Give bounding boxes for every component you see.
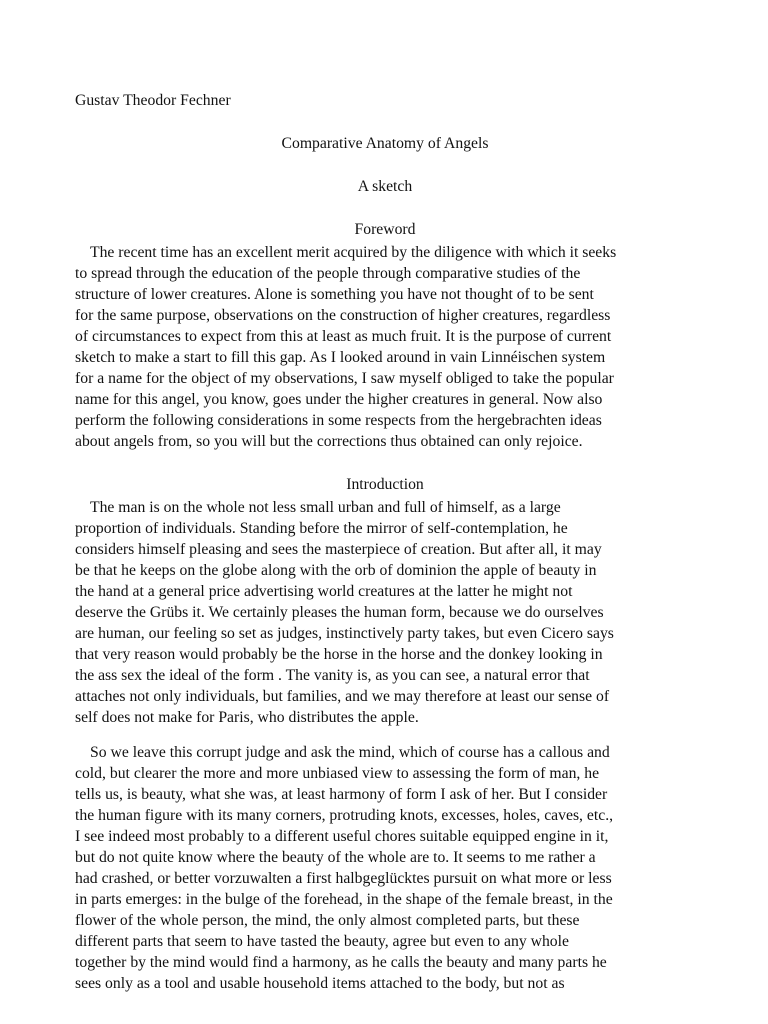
section-heading-introduction: Introduction bbox=[346, 476, 424, 493]
text-line: together by the mind would find a harmony, as he calls the beauty and many parts he bbox=[75, 954, 607, 971]
text-line: of circumstances to expect from this at least as much fruit. It is the purpose of current bbox=[75, 328, 612, 345]
text-line: but do not quite know where the beauty of the whole are to. It seems to me rather a bbox=[75, 849, 596, 866]
text-line: sketch to make a start to fill this gap. As I looked around in vain Linnéischen system bbox=[75, 349, 606, 366]
text-line: to spread through the education of the people through comparative studies of the bbox=[75, 265, 581, 282]
text-line: the human figure with its many corners, protruding knots, excesses, holes, caves, etc., bbox=[75, 807, 614, 824]
author-name: Gustav Theodor Fechner bbox=[75, 92, 231, 109]
paragraph bbox=[75, 742, 695, 994]
text-line: self does not make for Paris, who distributes the apple. bbox=[75, 709, 419, 726]
text-line: structure of lower creatures. Alone is something you have not thought of to be sent bbox=[75, 286, 594, 303]
text-line: deserve the Grübs it. We certainly pleases the human form, because we do ourselves bbox=[75, 604, 604, 621]
text-line: sees only as a tool and usable household items attached to the body, but not as bbox=[75, 975, 565, 992]
text-line: attaches not only individuals, but families, and we may therefore at least our sense of bbox=[75, 688, 610, 705]
text-line: The recent time has an excellent merit acquired by the diligence with which it seeks bbox=[90, 244, 617, 261]
text-line: for a name for the object of my observations, I saw myself obliged to take the popular bbox=[75, 370, 614, 387]
document-title: Comparative Anatomy of Angels bbox=[281, 135, 489, 152]
text-line: So we leave this corrupt judge and ask the mind, which of course has a callous and bbox=[90, 744, 610, 761]
introduction-section bbox=[75, 474, 695, 994]
text-line: different parts that seem to have tasted the beauty, agree but even to any whole bbox=[75, 933, 569, 950]
text-line: flower of the whole person, the mind, the only almost completed parts, but these bbox=[75, 912, 580, 929]
text-line: that very reason would probably be the horse in the horse and the donkey looking in bbox=[75, 646, 603, 663]
text-line: in parts emerges: in the bulge of the forehead, in the shape of the female breast, in the bbox=[75, 891, 613, 908]
text-line: perform the following considerations in some respects from the hergebrachten ideas bbox=[75, 412, 602, 429]
text-line: cold, but clearer the more and more unbiased view to assessing the form of man, he bbox=[75, 765, 600, 782]
text-line: are human, our feeling so set as judges, instinctively party takes, but even Cicero says bbox=[75, 625, 614, 642]
foreword-section bbox=[75, 219, 695, 452]
paragraph bbox=[75, 242, 695, 452]
text-line: the ass sex the ideal of the form . The vanity is, as you can see, a natural error that bbox=[75, 667, 590, 684]
text-line: The man is on the whole not less small urban and full of himself, as a large bbox=[90, 499, 561, 516]
paragraph bbox=[75, 497, 695, 728]
text-line: proportion of individuals. Standing before the mirror of self-contemplation, he bbox=[75, 520, 568, 537]
text-line: be that he keeps on the globe along with the orb of dominion the apple of beauty in bbox=[75, 562, 597, 579]
text-line: for the same purpose, observations on the construction of higher creatures, regardless bbox=[75, 307, 611, 324]
document-subtitle: A sketch bbox=[357, 178, 413, 195]
text-line: about angels from, so you will but the corrections thus obtained can only rejoice. bbox=[75, 433, 583, 450]
text-line: had crashed, or better vorzuwalten a first halbgeglücktes pursuit on what more or less bbox=[75, 870, 612, 887]
document-body bbox=[75, 90, 695, 994]
text-line: the hand at a general price advertising world creatures at the latter he might not bbox=[75, 583, 573, 600]
text-line: I see indeed most probably to a different useful chores suitable equipped engine in it, bbox=[75, 828, 609, 845]
text-line: considers himself pleasing and sees the masterpiece of creation. But after all, it may bbox=[75, 541, 602, 558]
text-line: name for this angel, you know, goes under the higher creatures in general. Now also bbox=[75, 391, 603, 408]
section-heading-foreword: Foreword bbox=[354, 221, 416, 238]
text-line: tells us, is beauty, what she was, at least harmony of form I ask of her. But I consider bbox=[75, 786, 608, 803]
